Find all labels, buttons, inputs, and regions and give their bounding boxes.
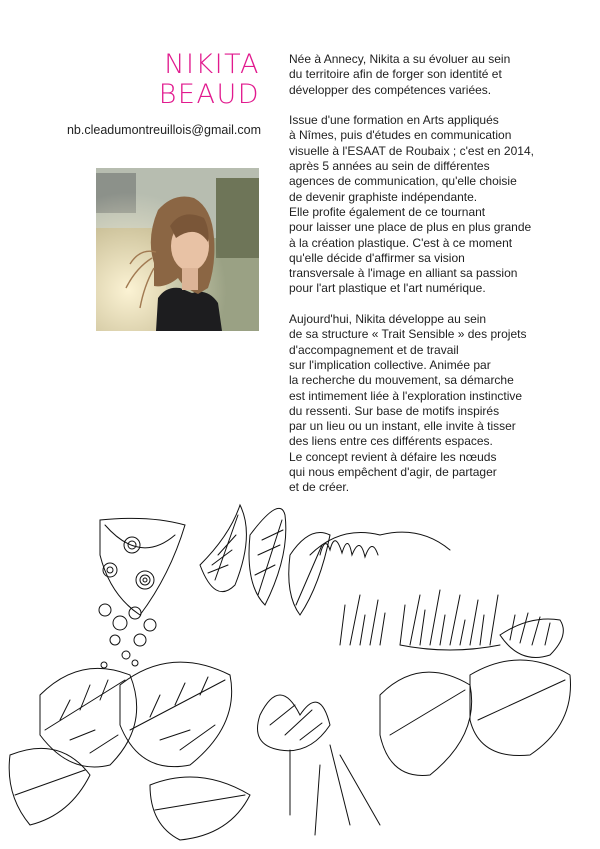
botanical-ink-illustration [0,495,600,849]
berry-cluster [99,604,156,668]
first-name: NIKITA [164,49,260,80]
portrait-photo [96,168,259,331]
email-link[interactable]: nb.cleadumontreuillois@gmail.com [66,123,261,137]
last-name: BEAUD [158,79,260,110]
bio-paragraph-3: Aujourd'hui, Nikita développe au sein de sa structure « Trait Sensible » des projets d'accompagnement et de travail sur l'implication collective. Animée par la recherche du mouvement, sa démarche est intimement liée à l'exploration instinctive du ressenti. Sur base de motifs inspirés par un lieu ou un instant, elle invite à tisser des liens entre ces différents espaces. Le concept revient à défaire les nœuds qui nous empêchent d'agir, de partager et de créer. [289,312,527,495]
grass-cluster [310,532,563,657]
biography [289,52,589,511]
bio-paragraph-1: Née à Annecy, Nikita a su évoluer au sein du territoire afin de forger son identité et développer des compétences variées. [289,52,511,97]
author-name [120,50,260,110]
bio-paragraph-2: Issue d'une formation en Arts appliqués à Nîmes, puis d'études en communication visuelle à l'ESAAT de Roubaix ; c'est en 2014, après 5 années au sein de différentes agences de communication, qu'elle choisie de devenir graphiste indépendante. Elle profite également de ce tournant pour laisser une place de plus en plus grande à la création plastique. C'est à ce moment qu'elle décide d'affirmer sa vision transversale à l'image en alliant sa passion pour l'art plastique et l'art numérique. [289,113,534,296]
